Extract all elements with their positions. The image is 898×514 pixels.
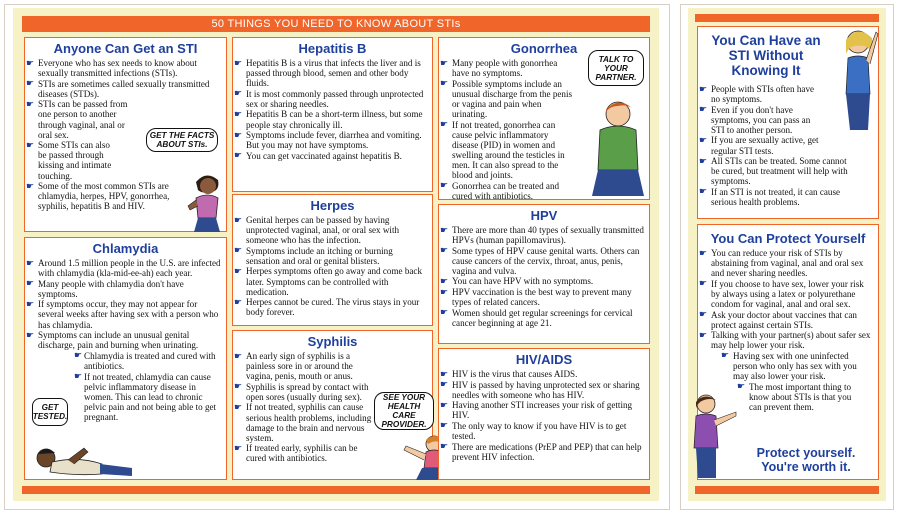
list-item: ☛ Herpes cannot be cured. The virus stays in your body forever. xyxy=(233,297,428,317)
section-hiv-title: HIV/AIDS xyxy=(515,352,573,367)
list-item: ☛ If treated early, syphilis can be cured with antibiotics. xyxy=(233,443,372,463)
tagline-protect xyxy=(738,446,874,474)
list-item: ☛ Chlamydia is treated and cured with antibiotics. xyxy=(73,351,222,371)
main-bottom-bar xyxy=(22,486,650,494)
section-chlamydia-title: Chlamydia xyxy=(92,241,159,256)
list-item: ☛ Symptoms include an itching or burning sensation and oral or genital blisters. xyxy=(233,246,428,266)
list-item: ☛ It is most commonly passed through unprotected sex or sharing needles. xyxy=(233,89,428,109)
list-item: ☛ Even if you don't have symptoms, you can pass an STI to another person. xyxy=(698,105,823,135)
speech-bubble-facts: GET THE FACTS ABOUT STIs. xyxy=(146,128,218,152)
section-hepatitis xyxy=(232,37,433,192)
list-item: ☛ Having another STI increases your risk of getting HIV. xyxy=(439,400,645,420)
girl-arms-up-illustration xyxy=(830,14,880,134)
speech-bubble-talk: TALK TO YOUR PARTNER. xyxy=(588,50,644,86)
list-item: ☛ Herpes symptoms often go away and come back later. Symptoms can be controlled with medication. xyxy=(233,266,428,296)
list-item: ☛ Some of the most common STIs are chlamydia, herpes, HPV, gonorrhea, syphilis, hepatitis B and HIV. xyxy=(25,181,196,211)
section-syphilis-title: Syphilis xyxy=(307,334,358,349)
section-without-title: You Can Have an STI Without Knowing It xyxy=(711,33,821,78)
list-item: ☛ If you choose to have sex, lower your risk by always using a latex or polyurethane condom for vaginal, anal and oral sex. xyxy=(698,279,874,309)
list-item: ☛ If an STI is not treated, it can cause serious health problems. xyxy=(698,187,861,207)
tagline-line-1: Protect yourself. xyxy=(756,446,856,460)
speech-bubble-provider: SEE YOUR HEALTH CARE PROVIDER. xyxy=(374,392,434,430)
list-item: ☛ An early sign of syphilis is a painless sore in or around the vagina, penis, mouth or anus. xyxy=(233,351,372,381)
main-title: 50 THINGS YOU NEED TO KNOW ABOUT STIs xyxy=(22,16,650,32)
section-hepatitis-title: Hepatitis B xyxy=(298,41,367,56)
girl-standing-illustration xyxy=(690,392,740,480)
list-item: ☛ You can have HPV with no symptoms. xyxy=(439,276,645,286)
list-item: ☛ Possible symptoms include an unusual discharge from the penis or vagina and pain when urinating. xyxy=(439,79,576,119)
list-item: ☛ People with STIs often have no symptoms. xyxy=(698,84,823,104)
list-item: ☛ The only way to know if you have HIV is to get tested. xyxy=(439,421,645,441)
boy-lying-illustration xyxy=(28,440,138,480)
list-item: ☛ The most important thing to know about STIs is that you can prevent them. xyxy=(736,382,861,412)
list-item: ☛ Syphilis is spread by contact with open sores (usually during sex). xyxy=(233,382,372,402)
list-item: ☛ Some STIs can also be passed through kissing and intimate touching. xyxy=(25,140,120,180)
list-item: ☛ There are more than 40 types of sexually transmitted HPVs (human papillomavirus). xyxy=(439,225,645,245)
list-item: ☛ Hepatitis B can be a short-term illness, but some people stay chronically ill. xyxy=(233,109,428,129)
section-protect-title: You Can Protect Yourself xyxy=(710,231,866,246)
list-item: ☛ Talking with your partner(s) about safer sex may help lower your risk. xyxy=(698,330,874,350)
section-herpes-title: Herpes xyxy=(310,198,355,213)
list-item: ☛ Symptoms include fever, diarrhea and vomiting. But you may not have symptoms. xyxy=(233,130,428,150)
list-item: ☛ HIV is the virus that causes AIDS. xyxy=(439,369,645,379)
list-item: ☛ HIV is passed by having unprotected sex or sharing needles with someone who has HIV. xyxy=(439,380,645,400)
section-hpv-title: HPV xyxy=(530,208,558,223)
list-item: ☛ You can get vaccinated against hepatitis B. xyxy=(233,151,428,161)
tagline-line-2: You're worth it. xyxy=(761,460,851,474)
list-item: ☛ Hepatitis B is a virus that infects the liver and is passed through blood, semen and other body fluids. xyxy=(233,58,428,88)
list-item: ☛ Many people with gonorrhea have no symptoms. xyxy=(439,58,576,78)
list-item: ☛ STIs are sometimes called sexually transmitted diseases (STDs). xyxy=(25,79,213,99)
section-hiv xyxy=(438,348,650,480)
list-item: ☛ All STIs can be treated. Some cannot be cured, but treatment will help with symptoms. xyxy=(698,156,851,186)
speech-bubble-tested: GET TESTED. xyxy=(32,398,68,426)
list-item: ☛ Ask your doctor about vaccines that can protect against certain STIs. xyxy=(698,310,874,330)
list-item: ☛ Symptoms can include an unusual genital discharge, pain and burning when urinating. xyxy=(25,330,222,350)
section-gonorrhea-title: Gonorrhea xyxy=(510,41,578,56)
list-item: ☛ If you are sexually active, get regular STI tests. xyxy=(698,135,841,155)
list-item: ☛ If symptoms occur, they may not appear for several weeks after having sex with a person who has chlamydia. xyxy=(25,299,222,329)
list-item: ☛ Women should get regular screenings for cervical cancer beginning at age 21. xyxy=(439,308,645,328)
list-item: ☛ HPV vaccination is the best way to prevent many types of related cancers. xyxy=(439,287,645,307)
list-item: ☛ Everyone who has sex needs to know about sexually transmitted infections (STIs). xyxy=(25,58,213,78)
list-item: ☛ Around 1.5 million people in the U.S. are infected with chlamydia (kla-mid-ee-ah) each year. xyxy=(25,258,222,278)
girl-illustration xyxy=(186,168,226,232)
list-item: ☛ Genital herpes can be passed by having unprotected vaginal, anal, or oral sex with someone who has the infection. xyxy=(233,215,428,245)
section-anyone-title: Anyone Can Get an STI xyxy=(53,41,198,56)
list-item: ☛ STIs can be passed from one person to another through vaginal, anal or oral sex. xyxy=(25,99,136,139)
list-item: ☛ There are medications (PrEP and PEP) that can help prevent HIV infection. xyxy=(439,442,645,462)
list-item: ☛ Some types of HPV cause genital warts. Others can cause cancers of the cervix, throat, anus, penis, vagina and vulva. xyxy=(439,246,645,276)
list-item: ☛ Gonorrhea can be treated and cured with antibiotics. xyxy=(439,181,576,200)
list-item: ☛ Many people with chlamydia don't have symptoms. xyxy=(25,279,222,299)
section-hpv xyxy=(438,204,650,344)
list-item: ☛ If not treated, chlamydia can cause pelvic inflammatory disease in women. This can lead to chronic pelvic pain and not being able to get pregnant. xyxy=(73,372,222,422)
boy-sitting-illustration xyxy=(588,96,648,200)
list-item: ☛ If not treated, gonorrhea can cause pelvic inflammatory disease (PID) in women and swelling around the testicles in men. It can also spread to the blood and joints. xyxy=(439,120,576,181)
list-item: ☛ Having sex with one uninfected person who only has sex with you may also lower your risk. xyxy=(720,351,861,381)
list-item: ☛ You can reduce your risk of STIs by abstaining from vaginal, anal and oral sex and never sharing needles. xyxy=(698,248,874,278)
section-herpes xyxy=(232,194,433,326)
list-item: ☛ If not treated, syphilis can cause serious health problems, including damage to the brain and nervous system. xyxy=(233,402,372,442)
side-bottom-bar xyxy=(695,486,879,494)
